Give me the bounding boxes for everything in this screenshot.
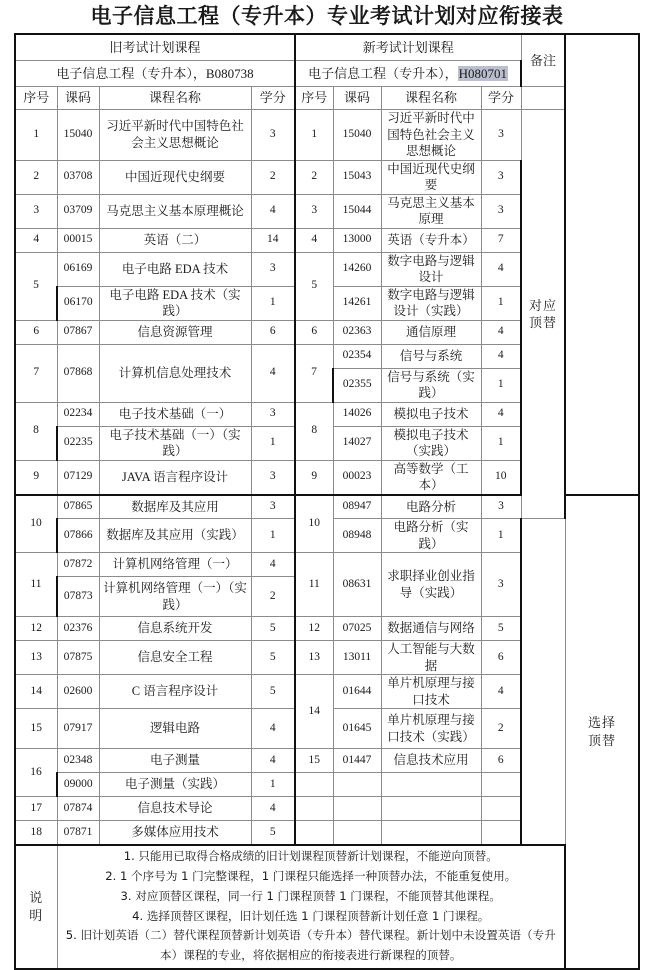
new-code: 14260 [333,252,381,286]
new-credit: 4 [481,675,521,709]
new-name: 电路分析（实践） [381,519,481,553]
old-code: 07866 [57,519,99,553]
old-name: 电子电路 EDA 技术 [99,252,251,286]
old-code: 03708 [57,160,99,194]
table-row [15,821,639,845]
old-seq: 2 [15,160,57,194]
old-name: 计算机网络管理（一）（实践） [99,577,251,617]
new-credit: 1 [481,519,521,553]
old-seq: 1 [15,110,57,161]
note-item: 1. 只能用已取得合格成绩的旧计划课程顶替新计划课程，不能逆向顶替。 [123,848,498,863]
notes-row [15,845,639,969]
old-code: 07867 [57,320,99,344]
new-name-blank [381,821,481,845]
old-credit: 4 [251,553,295,577]
old-name: 数据库及其应用（实践） [99,519,251,553]
col-header-old-name: 课程名称 [99,87,251,110]
new-name: 中国近现代史纲要 [381,160,481,194]
old-name: 数据库及其应用 [99,495,251,519]
old-seq: 17 [15,797,57,821]
new-seq: 5 [295,252,333,320]
remark-column-header: 备注 [521,34,565,87]
new-code: 00023 [333,460,381,495]
old-credit: 5 [251,821,295,845]
new-name: 电路分析 [381,495,481,519]
new-code: 08631 [333,553,381,617]
new-name: 数字电路与逻辑设计 [381,252,481,286]
new-credit: 3 [481,110,521,161]
new-credit: 1 [481,286,521,320]
new-name: 数字电路与逻辑设计（实践） [381,286,481,320]
new-credit: 4 [481,252,521,286]
new-code: 08948 [333,519,381,553]
new-credit: 4 [481,344,521,368]
note-item: 4. 选择顶替区课程，旧计划任选 1 门课程顶替新计划任意 1 门课程。 [132,908,490,923]
old-code: 15040 [57,110,99,161]
new-code-blank [333,821,381,845]
new-name: 英语（专升本） [381,228,481,252]
old-seq: 11 [15,553,57,617]
old-seq: 5 [15,252,57,320]
new-code: 13000 [333,228,381,252]
old-name: 电子测量（实践） [99,773,251,797]
new-code: 14261 [333,286,381,320]
old-code: 07872 [57,553,99,577]
old-credit: 14 [251,228,295,252]
notes-body [57,845,565,969]
new-code: 15040 [333,110,381,161]
note-item: 3. 对应顶替区课程，同一行 1 门课程顶替 1 门课程，不能顶替其他课程。 [120,888,501,903]
old-credit: 1 [251,286,295,320]
old-credit: 1 [251,519,295,553]
new-name: 单片机原理与接口技术（实践） [381,709,481,749]
old-plan-code: B080738 [205,65,254,81]
new-credit: 7 [481,228,521,252]
table-row [15,749,639,773]
new-seq: 1 [295,110,333,161]
new-code: 01644 [333,675,381,709]
col-header-new-name: 课程名称 [381,87,481,110]
new-name: 单片机原理与接口技术 [381,675,481,709]
old-credit: 3 [251,495,295,519]
new-plan-group-header: 新考试计划课程 [295,34,521,61]
remark-line-1: 选择 [588,715,617,731]
old-code: 07873 [57,577,99,617]
column-header-row [15,87,639,110]
old-name: 中国近现代史纲要 [99,160,251,194]
col-header-old-credit: 学分 [251,87,295,110]
table-row [15,617,639,641]
old-credit: 4 [251,194,295,228]
new-credit: 3 [481,495,521,519]
new-credit-blank [481,797,521,821]
old-plan-group-header: 旧考试计划课程 [15,34,295,61]
new-seq: 13 [295,641,333,675]
new-code: 14027 [333,426,381,460]
old-name: 信息技术导论 [99,797,251,821]
old-seq: 9 [15,460,57,495]
old-code: 07129 [57,460,99,495]
old-name: 马克思主义基本原理概论 [99,194,251,228]
new-name: 数据通信与网络 [381,617,481,641]
new-seq: 15 [295,749,333,773]
old-code: 07875 [57,641,99,675]
old-plan-name-cell [15,61,295,87]
old-credit: 3 [251,110,295,161]
remark-optional [565,495,639,969]
old-credit: 5 [251,641,295,675]
old-code: 07874 [57,797,99,821]
new-code: 14026 [333,402,381,426]
note-item: 2. 1 个序号为 1 门完整课程，1 门课程只能选择一种顶替办法，不能重复使用。 [105,868,517,883]
new-seq: 9 [295,460,333,495]
remark-corresponding [521,110,565,519]
page-title: 电子信息工程（专升本）专业考试计划对应衔接表 [90,4,564,28]
old-credit: 4 [251,797,295,821]
old-code: 06170 [57,286,99,320]
new-code-blank [333,797,381,821]
new-credit: 1 [481,368,521,402]
old-credit: 5 [251,675,295,709]
col-header-remark-blank [521,87,565,110]
new-name: 模拟电子技术 [381,402,481,426]
new-code: 15043 [333,160,381,194]
new-name: 通信原理 [381,320,481,344]
new-code: 07025 [333,617,381,641]
new-code-blank [333,773,381,797]
new-code: 01447 [333,749,381,773]
new-name: 信息技术应用 [381,749,481,773]
old-name: 计算机信息处理技术 [99,344,251,402]
old-credit: 5 [251,617,295,641]
old-name: 多媒体应用技术 [99,821,251,845]
group-header-row [15,34,639,61]
table-row [15,641,639,675]
new-code: 08947 [333,495,381,519]
table-row [15,773,639,797]
new-code: 02355 [333,368,381,402]
old-code: 02348 [57,749,99,773]
new-seq-blank [295,797,333,821]
new-credit: 6 [481,749,521,773]
old-name: 习近平新时代中国特色社会主义思想概论 [99,110,251,161]
old-name: 电子技术基础（一） [99,402,251,426]
old-credit: 1 [251,426,295,460]
new-name: 模拟电子技术（实践） [381,426,481,460]
old-seq: 18 [15,821,57,845]
new-name: 信号与系统（实践） [381,368,481,402]
old-name: 信息资源管理 [99,320,251,344]
new-seq-blank [295,821,333,845]
new-code: 02354 [333,344,381,368]
new-plan-label: 电子信息工程（专升本）， [308,65,458,81]
new-seq: 10 [295,495,333,553]
new-credit: 3 [481,194,521,228]
old-name: 逻辑电路 [99,709,251,749]
old-credit: 4 [251,709,295,749]
new-seq-blank [295,773,333,797]
new-code: 15044 [333,194,381,228]
articulation-table [14,33,640,970]
table-row [15,110,639,161]
old-credit: 3 [251,402,295,426]
old-seq: 3 [15,194,57,228]
col-header-new-seq: 序号 [295,87,333,110]
new-name: 信号与系统 [381,344,481,368]
old-credit: 3 [251,460,295,495]
old-name: 电子电路 EDA 技术（实践） [99,286,251,320]
old-seq: 8 [15,402,57,460]
old-code: 06169 [57,252,99,286]
table-row [15,553,639,577]
old-name: 英语（二） [99,228,251,252]
new-credit: 10 [481,460,521,495]
new-seq: 14 [295,675,333,749]
notes-label [15,845,57,969]
old-seq: 6 [15,320,57,344]
new-seq: 6 [295,320,333,344]
table-row [15,797,639,821]
new-seq: 4 [295,228,333,252]
old-seq: 15 [15,709,57,749]
old-credit: 1 [251,773,295,797]
table-row [15,675,639,709]
remark-line-2: 顶替 [588,732,617,748]
new-name: 人工智能与大数据 [381,641,481,675]
old-name: 电子测量 [99,749,251,773]
old-code: 02235 [57,426,99,460]
new-code: 02363 [333,320,381,344]
new-name: 求职择业创业指导（实践） [381,553,481,617]
notes-label-line-2: 明 [29,907,44,923]
old-credit: 4 [251,749,295,773]
new-seq: 11 [295,553,333,617]
new-seq: 2 [295,160,333,194]
old-seq: 13 [15,641,57,675]
old-credit: 2 [251,577,295,617]
new-credit-blank [481,773,521,797]
new-credit: 5 [481,617,521,641]
new-code: 13011 [333,641,381,675]
new-credit: 6 [481,641,521,675]
old-name: 电子技术基础（一）（实践） [99,426,251,460]
new-name-blank [381,797,481,821]
old-seq: 14 [15,675,57,709]
old-seq: 10 [15,495,57,553]
new-name: 马克思主义基本原理 [381,194,481,228]
old-seq: 16 [15,749,57,797]
old-seq: 4 [15,228,57,252]
old-code: 07871 [57,821,99,845]
old-seq: 7 [15,344,57,402]
new-credit: 4 [481,320,521,344]
new-name: 高等数学（工本） [381,460,481,495]
remark-line-2: 顶替 [529,315,558,330]
col-header-old-seq: 序号 [15,87,57,110]
new-code: 01645 [333,709,381,749]
old-code: 02600 [57,675,99,709]
old-code: 02234 [57,402,99,426]
note-item: 5. 旧计划英语（二）替代课程顶替新计划英语（专升本）替代课程。新计划中未设置英语（专升本）课程的专业，将依据相应的衔接表进行新课程的顶替。 [65,928,556,963]
old-name: 计算机网络管理（一） [99,553,251,577]
new-seq: 8 [295,402,333,460]
notes-label-line-1: 说 [29,890,44,906]
col-header-new-code: 课码 [333,87,381,110]
old-credit: 6 [251,320,295,344]
old-credit: 3 [251,252,295,286]
new-seq: 3 [295,194,333,228]
new-credit: 3 [481,553,521,617]
col-header-old-code: 课码 [57,87,99,110]
old-credit: 2 [251,160,295,194]
new-credit-blank [481,821,521,845]
new-credit: 2 [481,709,521,749]
old-code: 07917 [57,709,99,749]
new-credit: 3 [481,160,521,194]
col-header-new-credit: 学分 [481,87,521,110]
new-plan-code[interactable]: H080701 [458,65,507,81]
remark-line-1: 对应 [529,297,558,313]
old-name: 信息系统开发 [99,617,251,641]
new-credit: 1 [481,426,521,460]
old-name: C 语言程序设计 [99,675,251,709]
old-code: 07865 [57,495,99,519]
new-name: 习近平新时代中国特色社会主义思想概论 [381,110,481,161]
old-code: 09000 [57,773,99,797]
new-seq: 7 [295,344,333,402]
new-name-blank [381,773,481,797]
old-name: JAVA 语言程序设计 [99,460,251,495]
old-plan-label: 电子信息工程（专升本）， [56,65,206,81]
old-code: 00015 [57,228,99,252]
old-name: 信息安全工程 [99,641,251,675]
old-code: 02376 [57,617,99,641]
old-credit: 4 [251,344,295,402]
new-credit: 4 [481,402,521,426]
old-seq: 12 [15,617,57,641]
new-seq: 12 [295,617,333,641]
old-code: 03709 [57,194,99,228]
old-code: 07868 [57,344,99,402]
new-plan-name-cell [295,61,521,87]
